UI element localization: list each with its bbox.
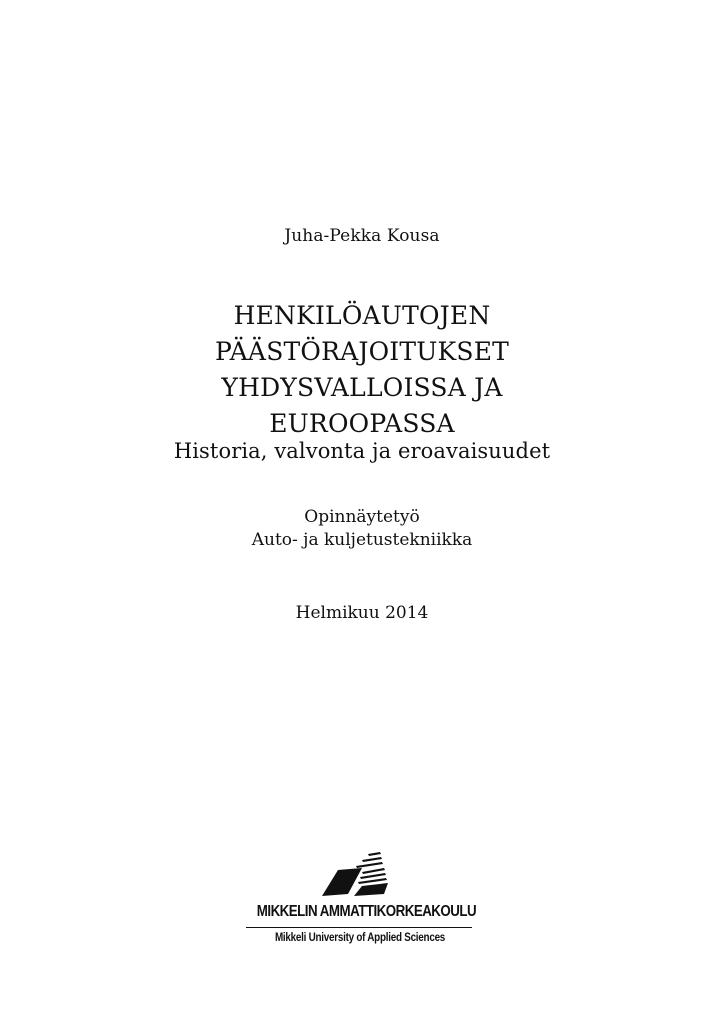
logo-university-subtitle: Mikkeli University of Applied Sciences: [274, 932, 446, 944]
university-logo: [240, 848, 480, 958]
degree-program: Auto- ja kuljetustekniikka: [251, 530, 473, 550]
book-pages-emblem-icon: [318, 848, 400, 900]
title-line-3: YHDYSVALLOISSA JA: [221, 373, 503, 402]
document-type: Opinnäytetyö: [304, 507, 420, 527]
publication-date: Helmikuu 2014: [295, 603, 429, 623]
thesis-title: [0, 298, 724, 442]
title-line-2: PÄÄSTÖRAJOITUKSET: [214, 337, 510, 366]
author-name: Juha-Pekka Kousa: [284, 226, 440, 246]
logo-university-name: MIKKELIN AMMATTIKORKEAKOULU: [256, 903, 477, 920]
thesis-subtitle: Historia, valvonta ja eroavaisuudet: [173, 439, 551, 463]
logo-divider: [246, 927, 472, 928]
title-line-1: HENKILÖAUTOJEN: [233, 301, 491, 330]
title-line-4: EUROOPASSA: [269, 409, 455, 438]
